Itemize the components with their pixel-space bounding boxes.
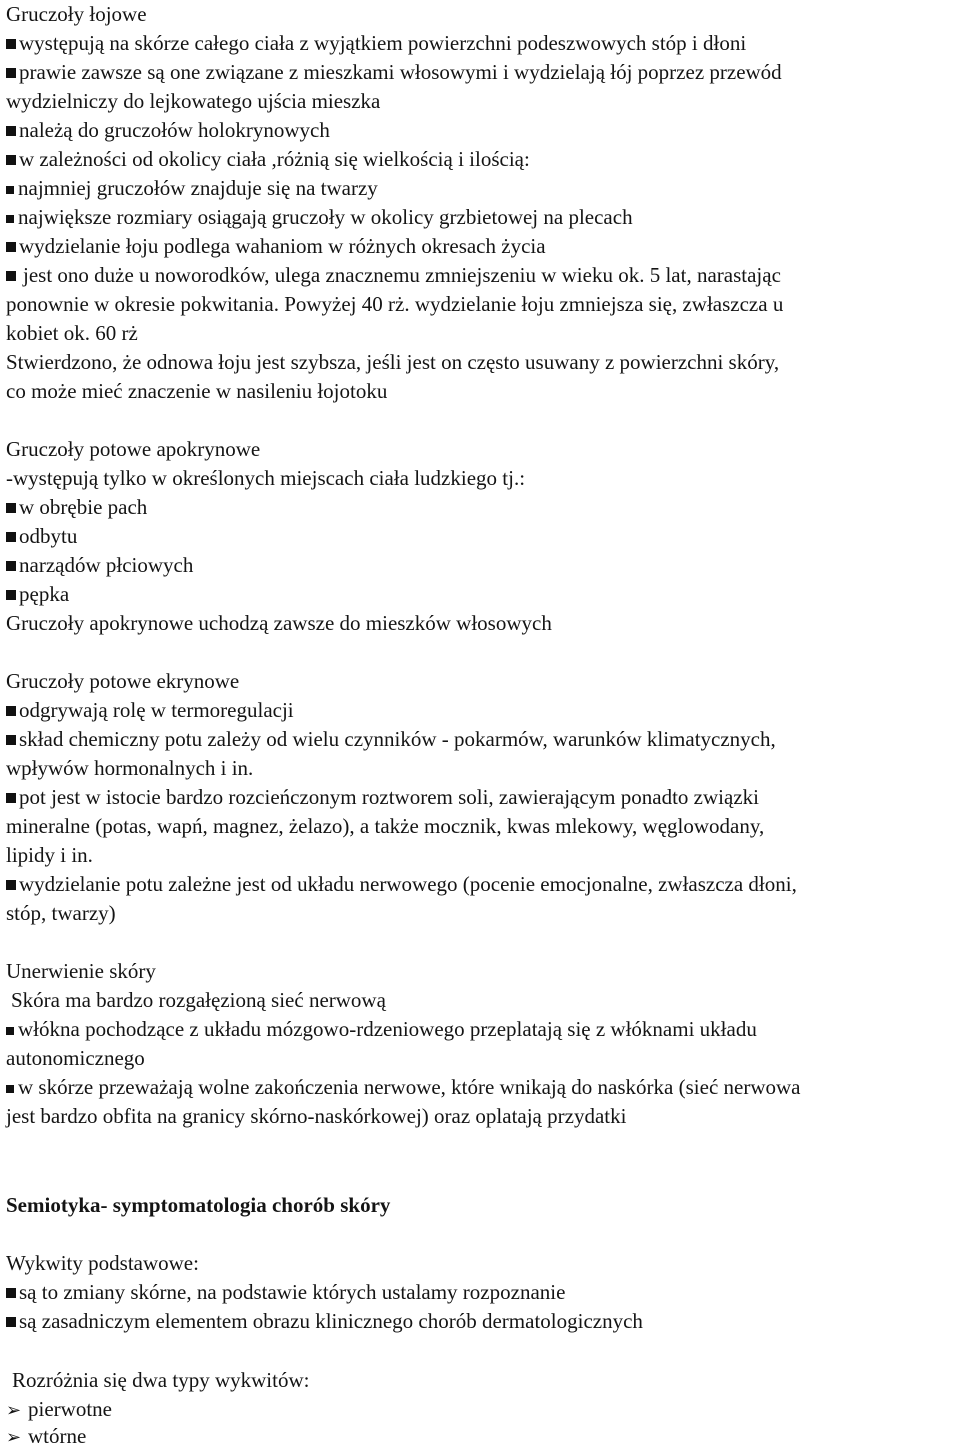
list-item: należą do gruczołów holokrynowych [6,116,330,145]
list-item: występują na skórze całego ciała z wyjątkiem powierzchni podeszwowych stóp i dłoni [6,29,746,58]
heading-sebaceous-glands: Gruczoły łojowe [6,2,147,26]
square-bullet-icon [6,215,14,223]
text-line: lipidy i in. [6,843,93,867]
list-item: największe rozmiary osiągają gruczoły w okolicy grzbietowej na plecach [6,203,633,232]
list-item: skład chemiczny potu zależy od wielu czynników - pokarmów, warunków klimatycznych, [6,725,776,754]
text-line: co może mieć znaczenie w nasileniu łojotoku [6,379,388,403]
square-bullet-icon [6,880,16,890]
square-bullet-icon [6,532,16,542]
text-line: Skóra ma bardzo rozgałęzioną sieć nerwową [11,988,386,1012]
square-bullet-icon [6,561,16,571]
square-bullet-icon [6,155,16,165]
square-bullet-icon [6,186,14,194]
list-item: są zasadniczym elementem obrazu klinicznego chorób dermatologicznych [6,1307,643,1336]
heading-apocrine-glands: Gruczoły potowe apokrynowe [6,437,261,461]
list-item: odbytu [6,522,77,551]
list-item: narządów płciowych [6,551,193,580]
text-line: Rozróżnia się dwa typy wykwitów: [12,1368,310,1392]
heading-skin-innervation: Unerwienie skóry [6,959,156,983]
list-item: włókna pochodzące z układu mózgowo-rdzeniowego przeplatają się z włóknami układu [6,1015,757,1044]
text-line: jest bardzo obfita na granicy skórno-naskórkowej) oraz oplatają przydatki [6,1104,627,1128]
heading-eccrine-glands: Gruczoły potowe ekrynowe [6,669,240,693]
square-bullet-icon [6,735,16,745]
text-line: ponownie w okresie pokwitania. Powyżej 40 rż. wydzielanie łoju zmniejsza się, zwłaszcza u [6,292,784,316]
square-bullet-icon [6,1288,16,1298]
square-bullet-icon [6,39,16,49]
text-line: mineralne (potas, wapń, magnez, żelazo), a także mocznik, kwas mlekowy, węglowodany, [6,814,765,838]
text-line: -występują tylko w określonych miejscach ciała ludzkiego tj.: [6,466,526,490]
list-item: jest ono duże u noworodków, ulega znacznemu zmniejszeniu w wieku ok. 5 lat, narastając [6,261,781,290]
square-bullet-icon [6,503,16,513]
section-heading: Semiotyka- symptomatologia chorób skóry [6,1193,391,1217]
list-item: wydzielanie potu zależne jest od układu nerwowego (pocenie emocjonalne, zwłaszcza dłoni, [6,870,797,899]
text-line: wydzielniczy do lejkowatego ujścia mieszka [6,89,381,113]
square-bullet-icon [6,1027,14,1035]
list-item: najmniej gruczołów znajduje się na twarzy [6,174,378,203]
square-bullet-icon [6,793,16,803]
list-item: wydzielanie łoju podlega wahaniom w różnych okresach życia [6,232,546,261]
text-line: autonomicznego [6,1046,145,1070]
list-item: w obrębie pach [6,493,147,522]
list-item: pępka [6,580,69,609]
list-item: pot jest w istocie bardzo rozcieńczonym roztworem soli, zawierającym ponadto związki [6,783,759,812]
square-bullet-icon [6,1085,14,1093]
text-line: stóp, twarzy) [6,901,116,925]
list-item: w zależności od okolicy ciała ,różnią się wielkością i ilością: [6,145,530,174]
text-line: wpływów hormonalnych i in. [6,756,254,780]
square-bullet-icon [6,590,16,600]
square-bullet-icon [6,68,16,78]
square-bullet-icon [6,126,16,136]
text-line: Wykwity podstawowe: [6,1251,199,1275]
square-bullet-icon [6,1317,16,1327]
list-item: ➢ pierwotne [6,1395,112,1424]
arrowhead-bullet-icon: ➢ [6,1400,22,1420]
arrowhead-bullet-icon: ➢ [6,1427,22,1447]
square-bullet-icon [6,271,16,281]
list-item: ➢ wtórne [6,1422,86,1451]
square-bullet-icon [6,706,16,716]
list-item: w skórze przeważają wolne zakończenia nerwowe, które wnikają do naskórka (sieć nerwowa [6,1073,800,1102]
square-bullet-icon [6,242,16,252]
list-item: prawie zawsze są one związane z mieszkami włosowymi i wydzielają łój poprzez przewód [6,58,782,87]
text-line: Gruczoły apokrynowe uchodzą zawsze do mieszków włosowych [6,611,552,635]
text-line: Stwierdzono, że odnowa łoju jest szybsza, jeśli jest on często usuwany z powierzchni skóry, [6,350,780,374]
list-item: odgrywają rolę w termoregulacji [6,696,294,725]
list-item: są to zmiany skórne, na podstawie których ustalamy rozpoznanie [6,1278,565,1307]
text-line: kobiet ok. 60 rż [6,321,138,345]
